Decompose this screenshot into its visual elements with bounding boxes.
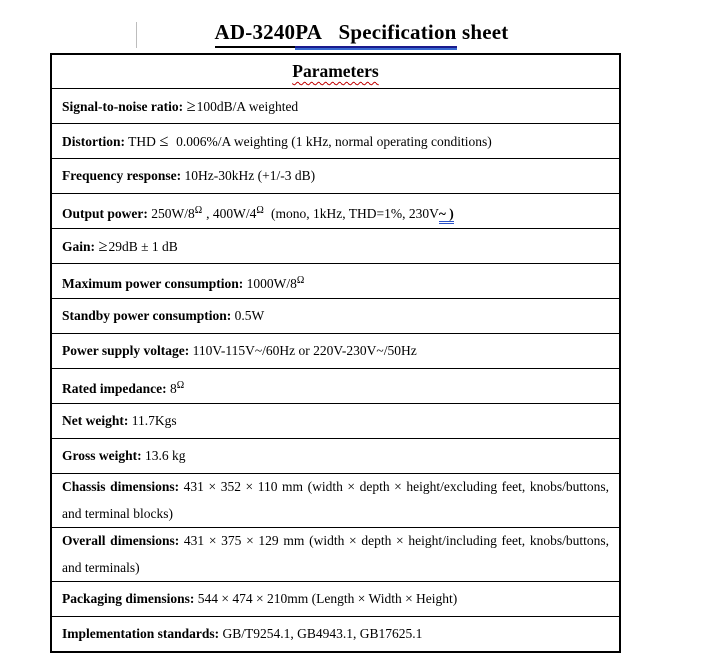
row-implementation-standards	[52, 617, 619, 651]
title-part-sheet: sheet	[456, 20, 509, 44]
title-part-black-underline: AD-3240	[215, 20, 296, 48]
row-label: Standby power consumption:	[62, 308, 232, 323]
row-rated-impedance	[52, 369, 619, 404]
row-label: Gain:	[62, 239, 96, 254]
row-output-power	[52, 194, 619, 229]
row-value: 10Hz-30kHz (+1/-3 dB)	[181, 168, 316, 183]
row-label: Output power:	[62, 206, 148, 221]
row-gross-weight	[52, 439, 619, 474]
row-value: 544 × 474 × 210mm (Length × Width × Height)	[194, 591, 458, 606]
row-label: Packaging dimensions:	[62, 591, 195, 606]
row-signal-to-noise	[52, 89, 619, 124]
row-value: 110V-115V~/60Hz or 220V-230V~/50Hz	[189, 343, 417, 358]
row-label: Distortion:	[62, 134, 125, 149]
title-part-specification: Specification	[322, 20, 457, 44]
row-label: Chassis dimensions:	[62, 479, 180, 494]
row-gain	[52, 229, 619, 264]
row-value: ≥100dB/A weighted	[186, 96, 299, 115]
row-value: $1000W/8^\Omega$	[243, 275, 305, 291]
table-header-row	[52, 55, 619, 89]
row-net-weight	[52, 404, 619, 439]
row-label: Implementation standards:	[62, 626, 220, 641]
row-value: ≥29dB ± 1 dB	[98, 236, 178, 255]
row-value: GB/T9254.1, GB4943.1, GB17625.1	[219, 626, 423, 641]
row-value: $8^\Omega$	[166, 380, 185, 396]
row-maximum-power-consumption	[52, 264, 619, 299]
row-label: Frequency response:	[62, 168, 182, 183]
row-label: Signal-to-noise ratio:	[62, 99, 184, 114]
row-power-supply-voltage	[52, 334, 619, 369]
row-value: 431 × 352 × 110 mm (width × depth × height/excluding feet, knobs/buttons, and terminal blocks)	[62, 479, 609, 521]
row-label: Power supply voltage:	[62, 343, 190, 358]
row-value: 431 × 375 × 129 mm (width × depth × height/including feet, knobs/buttons, and terminals)	[62, 533, 609, 575]
row-label: Rated impedance:	[62, 381, 167, 396]
row-chassis-dimensions	[52, 474, 619, 528]
row-label: Gross weight:	[62, 448, 142, 463]
row-packaging-dimensions	[52, 582, 619, 617]
row-value: THD ≤ 0.006%/A weighting (1 kHz, normal operating conditions)	[125, 131, 492, 150]
row-value: $250W/8^\Omega$ , $400W/4^\Omega$ (mono, 1kHz, THD=1%, 230V~ )	[148, 206, 454, 221]
table-header-label: Parameters	[292, 61, 379, 81]
spec-table	[50, 53, 621, 653]
row-frequency-response	[52, 159, 619, 194]
row-standby-power-consumption	[52, 299, 619, 334]
row-label: Net weight:	[62, 413, 129, 428]
row-label: Maximum power consumption:	[62, 276, 244, 291]
row-distortion	[52, 124, 619, 159]
title-part-model-suffix: PA	[295, 20, 323, 44]
row-value: 13.6 kg	[141, 448, 186, 463]
row-overall-dimensions	[52, 528, 619, 582]
title-part-blue-underline	[295, 20, 456, 48]
row-value: 0.5W	[231, 308, 265, 323]
row-value: 11.7Kgs	[128, 413, 177, 428]
document-title	[10, 20, 713, 45]
row-label: Overall dimensions:	[62, 533, 180, 548]
